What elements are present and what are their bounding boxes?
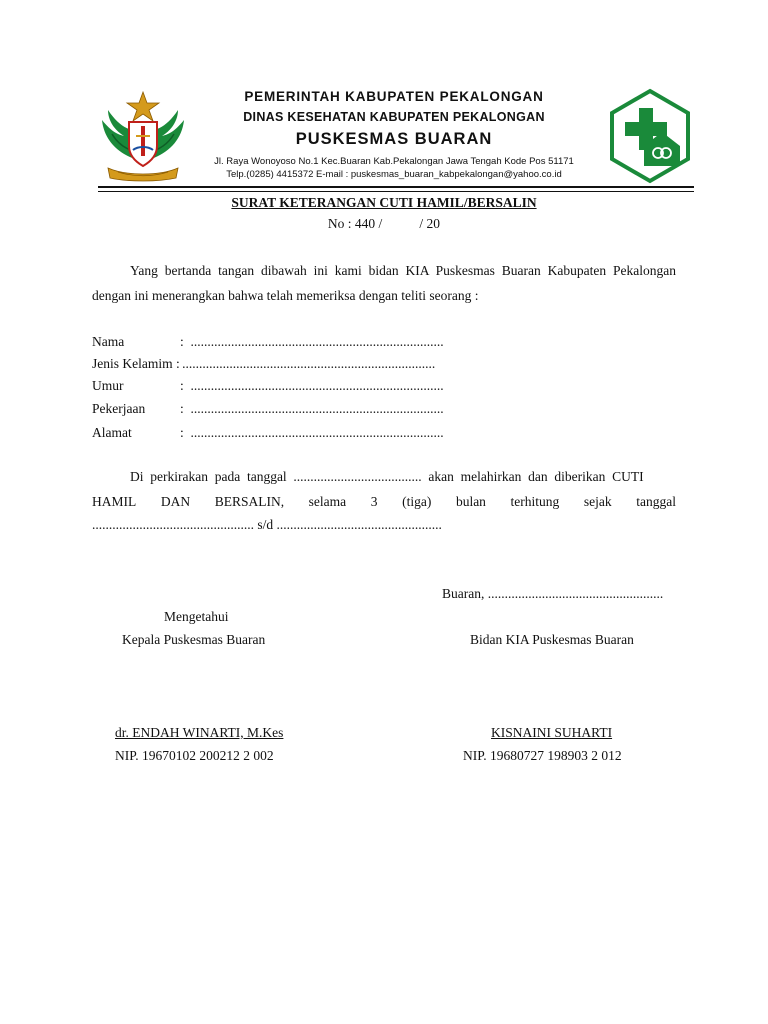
intro-line-2: dengan ini menerangkan bahwa telah memeriksa dengan teliti seorang : xyxy=(92,288,479,303)
acknowledge-label: Mengetahui xyxy=(164,609,229,624)
field-label-alamat: Alamat xyxy=(92,425,132,440)
field-value-alamat: : ........................................................................... xyxy=(180,425,444,440)
letterhead-rule-thick xyxy=(98,186,694,188)
document-number: No : 440 / / 20 xyxy=(327,216,441,231)
puskesmas-cross-hexagon-icon xyxy=(608,88,692,184)
left-signer-name: dr. ENDAH WINARTI, M.Kes xyxy=(115,725,284,740)
letterhead-government: PEMERINTAH KABUPATEN PEKALONGAN xyxy=(244,89,544,104)
intro-line-1: Yang bertanda tangan dibawah ini kami bidan KIA Puskesmas Buaran Kabupaten Pekalongan xyxy=(130,263,676,278)
letterhead-department: DINAS KESEHATAN KABUPATEN PEKALONGAN xyxy=(243,110,545,124)
letterhead-contact: Telp.(0285) 4415372 E-mail : puskesmas_buaran_kabpekalongan@yahoo.co.id xyxy=(226,169,562,180)
letterhead xyxy=(190,88,598,181)
field-label-jenis-kelamin: Jenis Kelamim : xyxy=(92,356,180,371)
para2-line-2: HAMIL DAN BERSALIN, selama 3 (tiga) bulan terhitung sejak tanggal xyxy=(92,494,676,509)
field-value-umur: : ........................................................................... xyxy=(180,378,444,393)
field-value-nama: : ........................................................................... xyxy=(180,334,444,349)
place-date: Buaran, .................................................... xyxy=(442,586,664,601)
left-signer-nip: NIP. 19670102 200212 2 002 xyxy=(115,748,274,763)
kabupaten-pekalongan-emblem-icon xyxy=(98,90,188,182)
right-signer-role: Bidan KIA Puskesmas Buaran xyxy=(470,632,634,647)
right-signer-name: KISNAINI SUHARTI xyxy=(491,725,613,740)
para2-line-1: Di perkirakan pada tanggal ...................................... akan melahirkan dan diberikan CUTI xyxy=(130,469,644,484)
para2-line-3: ................................................ s/d ................................................. xyxy=(92,517,442,532)
letterhead-address: Jl. Raya Wonoyoso No.1 Kec.Buaran Kab.Pekalongan Jawa Tengah Kode Pos 51171 xyxy=(214,156,574,167)
letterhead-institution: PUSKESMAS BUARAN xyxy=(295,130,493,148)
field-value-pekerjaan: : ........................................................................... xyxy=(180,401,444,416)
field-value-jenis-kelamin: ........................................................................... xyxy=(172,356,436,371)
field-label-nama: Nama xyxy=(92,334,125,349)
field-label-umur: Umur xyxy=(92,378,124,393)
right-signer-nip: NIP. 19680727 198903 2 012 xyxy=(463,748,622,763)
document-title: SURAT KETERANGAN CUTI HAMIL/BERSALIN xyxy=(231,195,537,210)
left-signer-role: Kepala Puskesmas Buaran xyxy=(122,632,266,647)
field-label-pekerjaan: Pekerjaan xyxy=(92,401,146,416)
letterhead-rule-thin xyxy=(98,191,694,192)
